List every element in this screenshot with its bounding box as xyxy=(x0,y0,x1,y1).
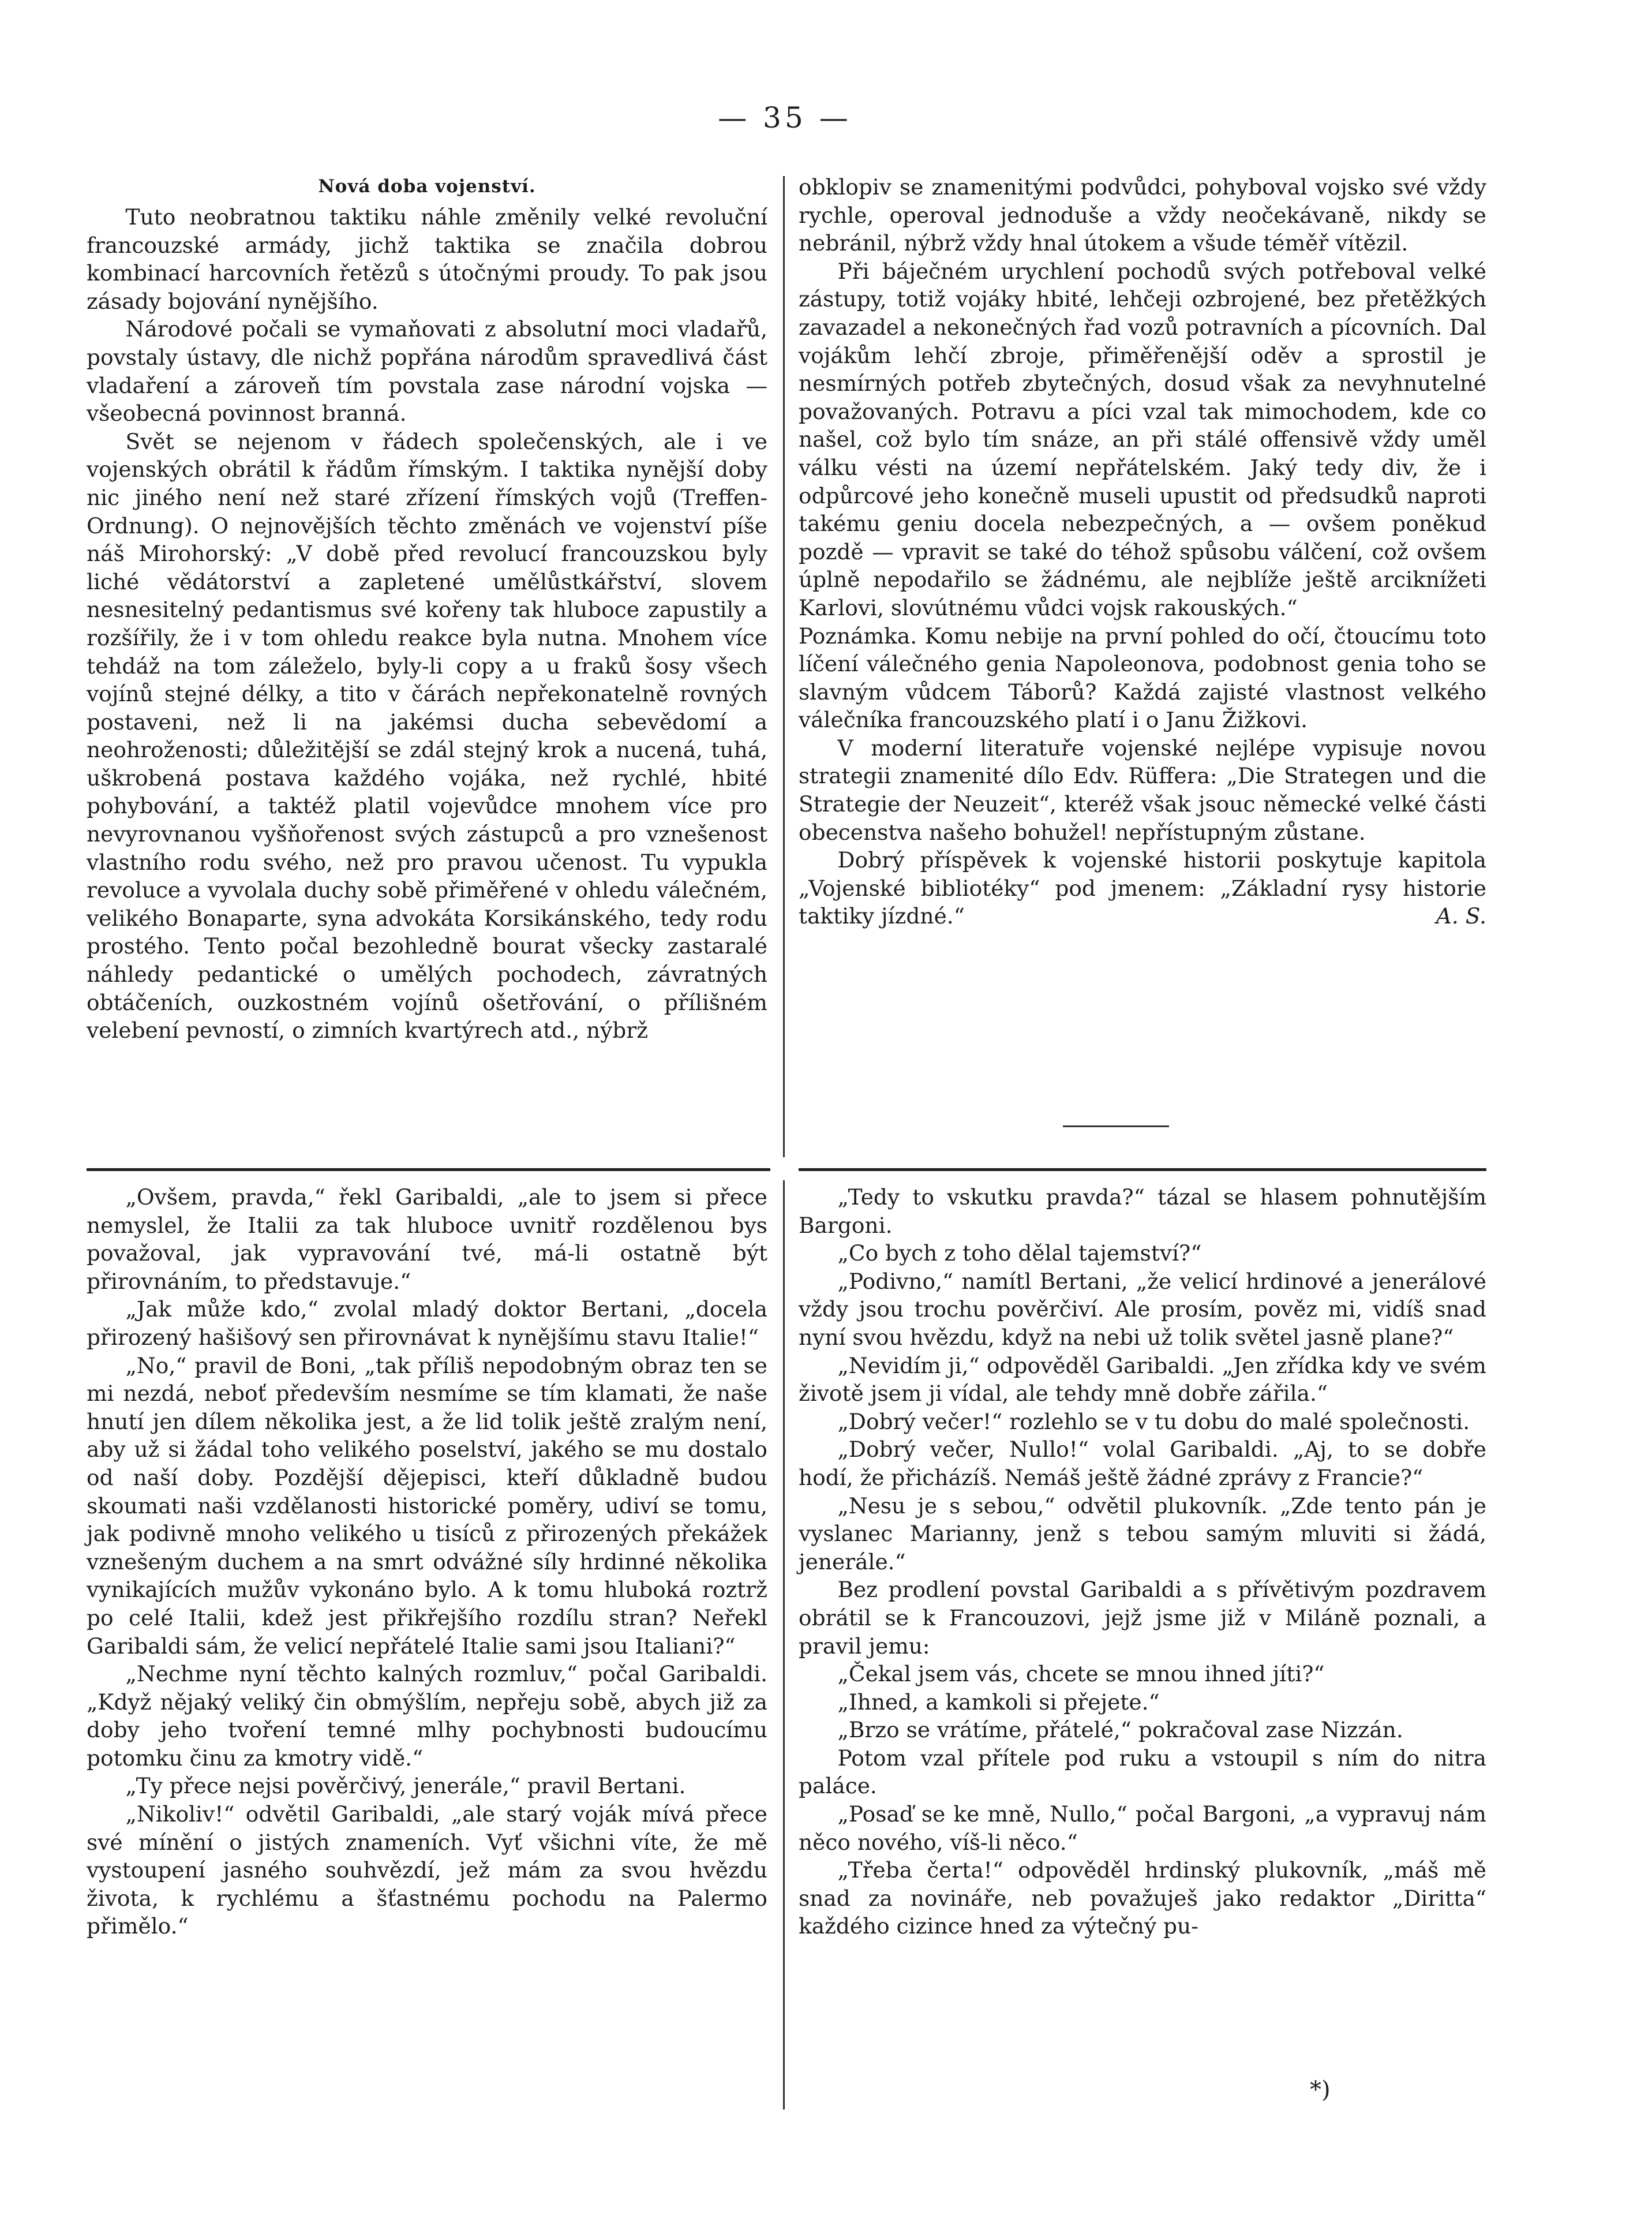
article-paragraph xyxy=(799,846,1486,930)
story-paragraph: „Tedy to vskutku pravda?“ tázal se hlasem pohnutějším Bargoni. xyxy=(799,1184,1486,1238)
article-paragraph: Tuto neobratnou taktiku náhle změnily velké revoluční francouzské armády, jichž taktika se značila dobrou kombinací harcovních řetězů s útočnými proudy. To pak jsou zásady bojování nynějšího. xyxy=(87,204,767,314)
story-paragraph: „Jak může kdo,“ zvolal mladý doktor Bertani, „docela přirozený hašišový sen přirovnávat k nynějšímu stavu Italie!“ xyxy=(87,1296,767,1350)
page-number: — 35 — xyxy=(718,101,852,134)
article-right-column xyxy=(799,173,1486,930)
story-paragraph: „Dobrý večer, Nullo!“ volal Garibaldi. „Aj, to se dobře hodí, že přicházíš. Nemáš ještě žádné zprávy z Francie?“ xyxy=(799,1437,1486,1490)
article-paragraph-text: Dobrý příspěvek k vojenské historii poskytuje kapitola „Vojenské bibliotéky“ pod jmenem: „Základní rysy historie taktiky jízdné.“ xyxy=(799,847,1486,929)
article-title: Nová doba vojenství. xyxy=(318,176,536,197)
story-right-column xyxy=(799,1183,1486,1940)
article-paragraph: Svět se nejenom v řádech společenských, ale i ve vojenských obrátil k řádům římským. I taktika nynější doby nic jiného není než staré zřízení římských vojů (Treffen-Ordnung). O nejnovějších těchto změnách ve vojenství píše náš Mirohorský: „V době před revolucí francouzskou byly liché vědátorství a zapletené umělůstkářství, slovem nesnesitelný pedantismus své kořeny tak hluboce zapustily a rozšířily, že i v tom ohledu reakce byla nutna. Mnohem více tehdáž na tom záleželo, byly-li copy a u fraků šosy všech vojínů stejné délky, a tito v čárách nepřekonatelně rovných postaveni, než li na jakémsi ducha sebevědomí a neohroženosti; důležitější se zdál stejný krok a nucená, tuhá, uškrobená postava každého vojáka, než rychlé, hbité pohybování, a taktéž platil vojevůdce mnohem více pro nevyrovnanou vyšňořenost svých zástupců a pro vznešenost vlastního rodu svého, než pro pravou učenost. Tu vypukla revoluce a vyvolala duchy sobě přiměřené v ohledu válečném, velikého Bonaparte, syna advokáta Korsikánského, tedy rodu prostého. Tento počal bezohledně bourat všecky zastaralé náhledy pedantické o umělých pochodech, závratných obtáčeních, ouzkostném vojínů ošetřování, o přílišném velebení pevností, o zimních kvartýrech atd., nýbrž xyxy=(87,428,767,1044)
story-paragraph: „Co bych z toho dělal tajemství?“ xyxy=(837,1240,1202,1266)
story-paragraph: „Ty přece nejsi pověrčivý, jenerále,“ pravil Bertani. xyxy=(125,1773,686,1799)
story-paragraph: Bez prodlení povstal Garibaldi a s přívětivým pozdravem obrátil se k Francouzovi, jejž jsme již v Miláně poznali, a pravil jemu: xyxy=(799,1577,1486,1659)
section-divider-left xyxy=(87,1168,770,1171)
footnote-mark: *) xyxy=(1310,2077,1331,2103)
story-paragraph: „Posaď se ke mně, Nullo,“ počal Bargoni, „a vypravuj nám něco nového, víš-li něco.“ xyxy=(799,1801,1486,1855)
story-paragraph: „Nikoliv!“ odvětil Garibaldi, „ale starý voják mívá přece své mínění o jistých znameních. Vyť všichni víte, že mě vystoupení jasného souhvězdí, jež mám za svou hvězdu života, k rychlému a šťastnému pochodu na Palermo přimělo.“ xyxy=(87,1801,767,1939)
story-paragraph: „Třeba čerta!“ odpověděl hrdinský plukovník, „máš mě snad za novináře, neb považuješ jako redaktor „Diritta“ každého cizince hned za výtečný pu- xyxy=(799,1857,1486,1939)
story-paragraph: „No,“ pravil de Boni, „tak příliš nepodobným obraz ten se mi nezdá, neboť především nesmíme se tím klamati, že naše hnutí jen dílem několika jest, a že lid tolik ještě zralým není, aby už si žádal toho velikého poselství, jakého se mu dostalo od naší doby. Pozdější dějepisci, kteří důkladně budou skoumati naši vzdělanosti historické poměry, udiví se tomu, jak podivně mnoho velikého u tisíců z přirozených překážek vznešeným duchem a na smrt odvážné síly hrdinné několika vynikajících mužův vykonáno bylo. A k tomu hluboká roztrž po celé Italii, kdež jest přikřejšího rozdílu stran? Neřekl Garibaldi sám, že velicí nepřátelé Italie sami jsou Italiani?“ xyxy=(87,1352,767,1659)
story-paragraph: „Nevidím ji,“ odpověděl Garibaldi. „Jen zřídka kdy ve svém životě jsem ji vídal, ale tehdy mně dobře zářila.“ xyxy=(799,1352,1486,1407)
article-paragraph: obklopiv se znamenitými podvůdci, pohyboval vojsko své vždy rychle, operoval jednoduše a vždy neočekávaně, nikdy se nebránil, nýbrž vždy hnal útokem a všude téměř vítězil. xyxy=(799,174,1486,256)
article-signature: A. S. xyxy=(1436,903,1486,929)
section-divider-right xyxy=(799,1168,1486,1171)
story-paragraph: „Brzo se vrátíme, přátelé,“ pokračoval zase Nizzán. xyxy=(837,1717,1403,1743)
column-divider-top xyxy=(783,176,785,1157)
story-paragraph: „Dobrý večer!“ rozlehlo se v tu dobu do malé společnosti. xyxy=(837,1408,1470,1434)
story-paragraph: „Ovšem, pravda,“ řekl Garibaldi, „ale to jsem si přece nemyslel, že Italii za tak hluboce uvnitř rozdělenou bys považoval, jak vypravování tvé, má-li ostatně být přirovnáním, to představuje.“ xyxy=(87,1184,767,1294)
article-end-rule xyxy=(1063,1125,1169,1127)
story-paragraph: „Ihned, a kamkoli si přejete.“ xyxy=(837,1689,1160,1715)
article-paragraph: Národové počali se vymaňovati z absolutní moci vladařů, povstaly ústavy, dle nichž popřána národům spravedlivá část vladaření a zároveň tím povstala zase národní vojska — všeobecná povinnost branná. xyxy=(87,316,767,427)
column-divider-bottom xyxy=(783,1180,785,2110)
story-paragraph: „Nesu je s sebou,“ odvětil plukovník. „Zde tento pán je vyslanec Marianny, jenž s tebou samým mluviti si žádá, jenerále.“ xyxy=(799,1493,1486,1574)
story-paragraph: „Čekal jsem vás, chcete se mnou ihned jíti?“ xyxy=(837,1661,1325,1687)
story-paragraph: Potom vzal přítele pod ruku a vstoupil s ním do nitra paláce. xyxy=(799,1745,1486,1799)
article-paragraph: Při báječném urychlení pochodů svých potřeboval velké zástupy, totiž vojáky hbité, lehčeji ozbrojené, bez přetěžkých zavazadel a nekonečných řad vozů potravních a pícovních. Dal vojákům lehčí zbroje, přiměřenější oděv a sprostil je nesmírných potřeb zbytečných, dosud však za nevyhnutelné považovaných. Potravu a píci vzal tak mimochodem, kde co našel, což bylo tím snáze, an při stálé offensivě vždy uměl válku vésti na území nepřátelském. Jaký tedy div, že i odpůrcové jeho konečně museli upustit od předsudků naproti takému geniu docela nebezpečných, a — ovšem poněkud pozdě — vpravit se také do téhož spůsobu válčení, což ovšem úplně nepodařilo se žádnému, ale nejblíže ještě arciknížeti Karlovi, slovútnému vůdci vojsk rakouských.“ xyxy=(799,258,1486,620)
story-paragraph: „Podivno,“ namítl Bertani, „že velicí hrdinové a jenerálové vždy jsou trochu pověrčiví. Ale prosím, pověz mi, vidíš snad nyní svou hvězdu, když na nebi už tolik světel jasně plane?“ xyxy=(799,1268,1486,1350)
article-paragraph: V moderní literatuře vojenské nejlépe vypisuje novou strategii znamenité dílo Edv. Rüffera: „Die Strategen und die Strategie der Neuzeit“, kteréž však jsouc německé velké části obecenstva našeho bohužel! nepřístupným zůstane. xyxy=(799,735,1486,845)
story-paragraph: „Nechme nyní těchto kalných rozmluv,“ počal Garibaldi. „Když nějaký veliký čin obmýšlím, nepřeju sobě, abych již za doby jeho tvoření temné mlhy pochybnosti budoucímu potomku činu za kmotry vidě.“ xyxy=(87,1661,767,1771)
article-left-column xyxy=(87,173,767,1045)
story-left-column xyxy=(87,1183,767,1940)
article-note: Poznámka. Komu nebije na první pohled do očí, čtoucímu toto líčení válečného genia Napoleonova, podobnost genia toho se slavným vůdcem Táborů? Každá zajisté vlastnost velkého válečníka francouzského platí i o Janu Žižkovi. xyxy=(799,623,1486,733)
